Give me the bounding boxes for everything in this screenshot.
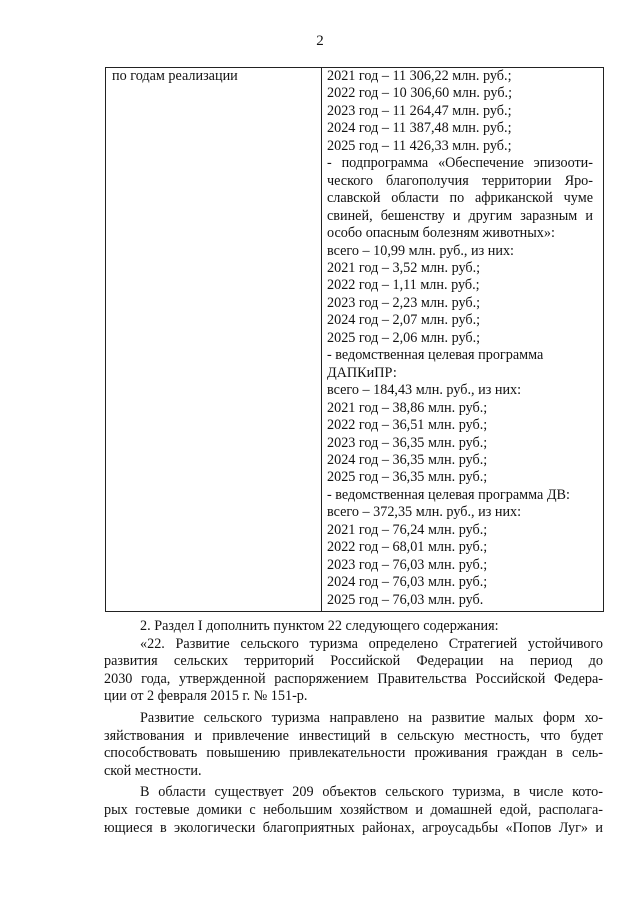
paragraph-line: рых гостевые домики с небольшим хозяйством и домашней едой, располага- xyxy=(104,801,603,818)
body-text xyxy=(104,618,603,841)
funding-line: 2023 год – 76,03 млн. руб.; xyxy=(327,556,488,573)
funding-table xyxy=(105,67,604,612)
funding-line: 2025 год – 11 426,33 млн. руб.; xyxy=(327,137,512,154)
funding-line: 2022 год – 10 306,60 млн. руб.; xyxy=(327,85,513,102)
funding-line: 2023 год – 2,23 млн. руб.; xyxy=(327,294,481,311)
funding-line: 2022 год – 68,01 млн. руб.; xyxy=(327,539,488,556)
funding-line: 2024 год – 11 387,48 млн. руб.; xyxy=(327,120,512,137)
paragraph-line: 2. Раздел I дополнить пунктом 22 следующего содержания: xyxy=(140,618,499,634)
funding-line: 2024 год – 76,03 млн. руб.; xyxy=(327,574,488,591)
funding-line: всего – 10,99 млн. руб., из них: xyxy=(327,242,514,259)
paragraph-line: ской местности. xyxy=(104,762,202,779)
funding-line: - подпрограмма «Обеспечение эпизооти- xyxy=(327,155,593,172)
funding-line: 2021 год – 11 306,22 млн. руб.; xyxy=(327,68,512,84)
page-number: 2 xyxy=(316,33,324,49)
table-left-cell xyxy=(106,68,322,612)
funding-line: 2025 год – 36,35 млн. руб.; xyxy=(327,469,488,486)
funding-line: 2025 год – 76,03 млн. руб. xyxy=(327,591,484,608)
funding-line: 2023 год – 36,35 млн. руб.; xyxy=(327,434,488,451)
funding-line: 2021 год – 38,86 млн. руб.; xyxy=(327,399,488,416)
paragraph-clause-22 xyxy=(104,636,603,706)
funding-line: 2021 год – 3,52 млн. руб.; xyxy=(327,259,481,276)
funding-line: 2023 год – 11 264,47 млн. руб.; xyxy=(327,102,512,119)
table-row xyxy=(106,68,604,612)
paragraph-tourism-objects xyxy=(104,784,603,837)
paragraph-line: способствовать повышению привлекательности проживания граждан в сель- xyxy=(104,745,603,762)
paragraph-line: В области существует 209 объектов сельского туризма, в числе кото- xyxy=(140,784,603,801)
paragraph-line: «22. Развитие сельского туризма определено Стратегией устойчивого xyxy=(140,635,603,652)
funding-line: 2024 год – 2,07 млн. руб.; xyxy=(327,312,481,329)
funding-line: 2021 год – 76,24 млн. руб.; xyxy=(327,521,488,538)
funding-line: свиней, бешенству и другим заразным и xyxy=(327,207,593,224)
paragraph-line: 2030 года, утвержденной распоряжением Правительства Российской Федера- xyxy=(104,670,603,687)
funding-line: славской области по африканской чуме xyxy=(327,190,593,207)
paragraph-line: зяйствования и привлечение инвестиций в сельскую местность, что будет xyxy=(104,727,603,744)
paragraph-line: развития сельских территорий Российской Федерации на период до xyxy=(104,653,603,670)
funding-line: - ведомственная целевая программа ДВ: xyxy=(327,486,570,503)
paragraph-line: Развитие сельского туризма направлено на развитие малых форм хо- xyxy=(140,709,603,726)
paragraph-rural-tourism xyxy=(104,710,603,780)
funding-line: 2024 год – 36,35 млн. руб.; xyxy=(327,451,488,468)
paragraph-line: ющиеся в экологически благоприятных районах, агроусадьбы «Попов Луг» и xyxy=(104,819,603,836)
paragraph-amendment xyxy=(104,618,603,636)
funding-line: 2022 год – 1,11 млн. руб.; xyxy=(327,277,480,294)
funding-line: - ведомственная целевая программа xyxy=(327,347,544,364)
funding-line: всего – 372,35 млн. руб., из них: xyxy=(327,504,522,521)
funding-line: ДАПКиПР: xyxy=(327,364,397,381)
funding-line: 2025 год – 2,06 млн. руб.; xyxy=(327,329,481,346)
table-right-cell xyxy=(322,68,604,612)
funding-line: всего – 184,43 млн. руб., из них: xyxy=(327,382,522,399)
paragraph-line: ции от 2 февраля 2015 г. № 151-р. xyxy=(104,688,308,705)
funding-line: ческого благополучия территории Яро- xyxy=(327,172,593,189)
funding-line: 2022 год – 36,51 млн. руб.; xyxy=(327,417,488,434)
funding-line: особо опасным болезням животных»: xyxy=(327,225,555,242)
left-label: по годам реализации xyxy=(112,68,238,84)
